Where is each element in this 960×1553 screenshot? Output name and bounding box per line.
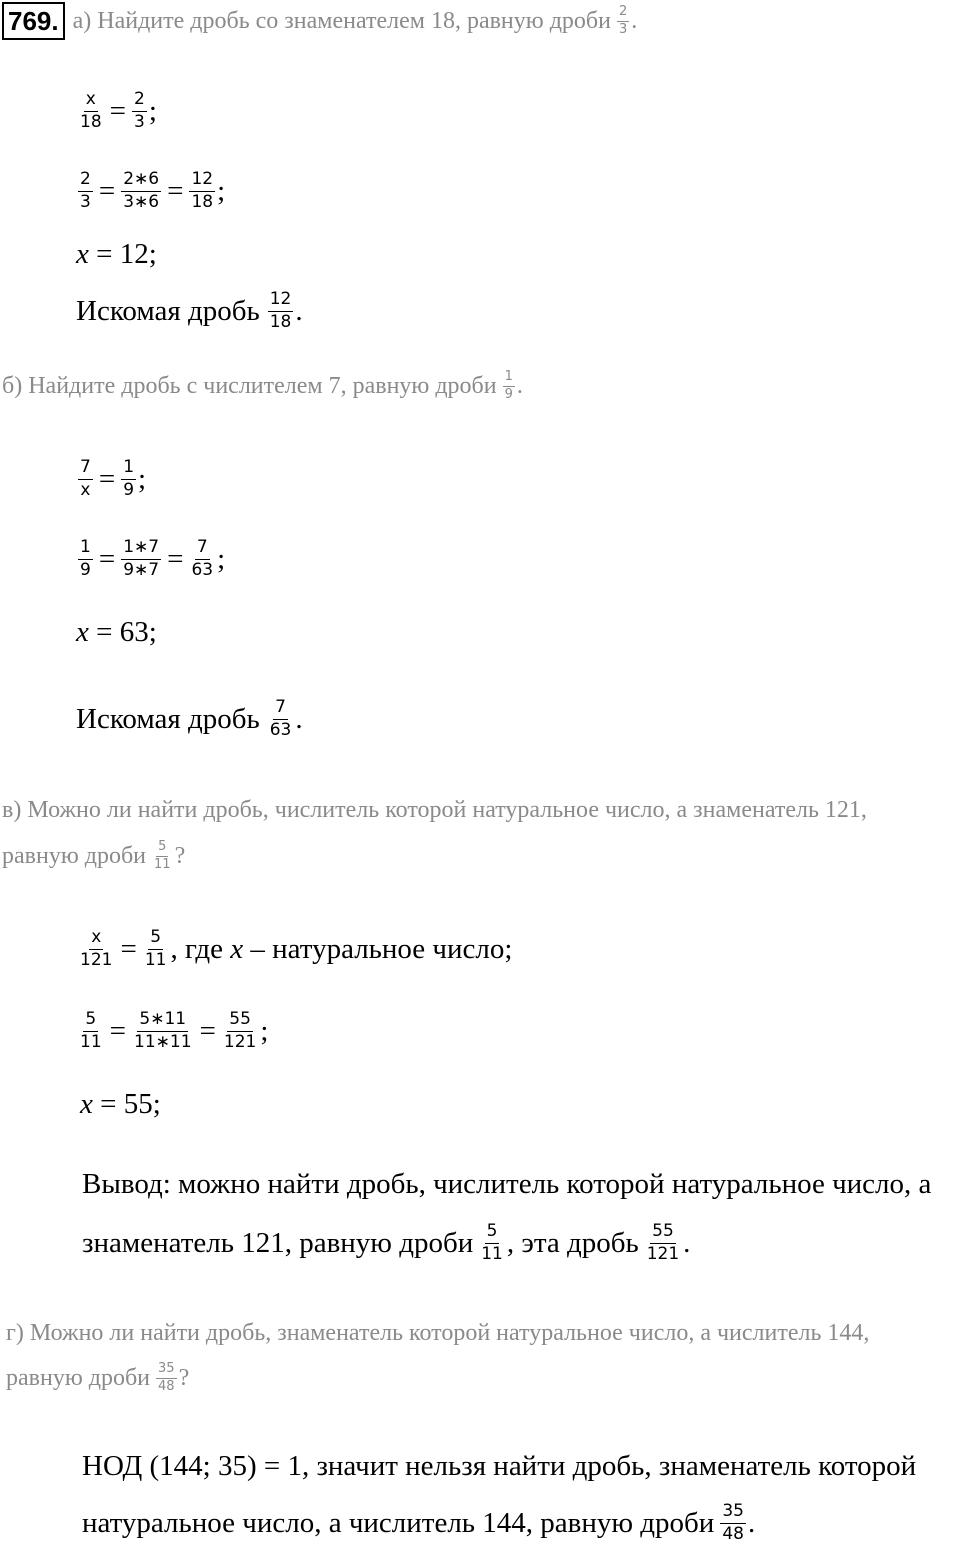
answer-fraction: $\frac{12}{18}$: [269, 289, 292, 332]
part-b-equation-1: $\frac{7}{x}$ = $\frac{1}{9}$ ;: [80, 457, 147, 500]
fraction: $\frac{5}{11}$: [80, 1009, 102, 1052]
part-c-equation-2: $\frac{5}{11}$ = $\frac{5∗11}{11∗11}$ = $\frac{55}{121}$ ;: [80, 1009, 269, 1052]
problem-number: 769.: [2, 2, 65, 40]
part-b-question-fraction: $\frac{1}{9}$: [504, 369, 513, 402]
part-b-equation-2: $\frac{1}{9}$ = $\frac{1∗7}{9∗7}$ = $\frac{7}{63}$ ;: [80, 537, 226, 580]
part-b-x-value: x = 63;: [76, 616, 157, 648]
part-a-answer: Искомая дробь $\frac{12}{18}$ .: [76, 289, 303, 332]
part-c-conclusion-line-2: знаменатель 121, равную дроби $\frac{5}{11}$ , эта дробь $\frac{55}{121}$ .: [82, 1221, 691, 1264]
part-b-question: б) Найдите дробь с числителем 7, равную дроби: [2, 372, 497, 399]
answer-fraction: $\frac{35}{48}$: [722, 1501, 744, 1544]
part-d-answer-line-1: НОД (144; 35) = 1, значит нельзя найти дробь, знаменатель которой: [82, 1450, 917, 1482]
fraction: $\frac{5∗11}{11∗11}$: [134, 1009, 192, 1052]
part-a-equation-1: $\frac{x}{18}$ = $\frac{2}{3}$ ;: [80, 89, 157, 132]
fraction: $\frac{1}{9}$: [80, 537, 91, 580]
fraction: $\frac{x}{121}$: [80, 927, 113, 970]
fraction: $\frac{1}{9}$: [123, 457, 135, 500]
part-a-question-line: 769. а) Найдите дробь со знаменателем 18, равную дроби $\frac{2}{3}$ .: [2, 2, 637, 40]
fraction: $\frac{12}{18}$: [191, 169, 214, 212]
fraction: $\frac{7}{x}$: [80, 457, 91, 500]
fraction: $\frac{2∗6}{3∗6}$: [123, 169, 160, 212]
part-d-question-fraction: $\frac{35}{48}$: [158, 1361, 175, 1394]
answer-fraction: $\frac{7}{63}$: [269, 697, 292, 740]
part-a-question: а) Найдите дробь со знаменателем 18, равную дроби: [72, 7, 611, 34]
part-c-conclusion-line-1: Вывод: можно найти дробь, числитель которой натуральное число, а: [82, 1168, 932, 1200]
fraction: $\frac{2}{3}$: [134, 89, 145, 132]
part-c-equation-1: $\frac{x}{121}$ = $\frac{5}{11}$ , где x – натуральное число;: [80, 927, 513, 970]
fraction: $\frac{1∗7}{9∗7}$: [123, 537, 160, 580]
fraction: $\frac{x}{18}$: [80, 89, 102, 132]
part-c-x-value: x = 55;: [80, 1088, 161, 1120]
part-c-question-line-2: равную дроби $\frac{5}{11}$ ?: [2, 839, 186, 872]
fraction: $\frac{5}{11}$: [144, 927, 167, 970]
part-a-equation-2: $\frac{2}{3}$ = $\frac{2∗6}{3∗6}$ = $\frac{12}{18}$ ;: [80, 169, 226, 212]
part-c-question-fraction: $\frac{5}{11}$: [154, 839, 171, 872]
conclusion-fraction-2: $\frac{55}{121}$: [646, 1221, 680, 1264]
part-a-question-fraction: $\frac{2}{3}$: [618, 3, 628, 37]
part-d-question-line-2: равную дроби $\frac{35}{48}$ ?: [6, 1361, 190, 1394]
part-b-answer: Искомая дробь $\frac{7}{63}$ .: [76, 697, 303, 740]
part-a-x-value: x = 12;: [76, 238, 157, 270]
part-b-question-line: б) Найдите дробь с числителем 7, равную дроби $\frac{1}{9}$ .: [2, 369, 523, 402]
fraction: $\frac{55}{121}$: [223, 1009, 257, 1052]
part-c-question-line-1: в) Можно ли найти дробь, числитель которой натуральное число, а знаменатель 121,: [2, 797, 867, 823]
fraction: $\frac{7}{63}$: [191, 537, 214, 580]
conclusion-fraction-1: $\frac{5}{11}$: [481, 1221, 503, 1264]
fraction: $\frac{2}{3}$: [80, 169, 91, 212]
part-d-answer-line-2: натуральное число, а числитель 144, равную дроби $\frac{35}{48}$ .: [82, 1501, 756, 1544]
part-d-question-line-1: г) Можно ли найти дробь, знаменатель которой натуральное число, а числитель 144,: [6, 1320, 870, 1346]
